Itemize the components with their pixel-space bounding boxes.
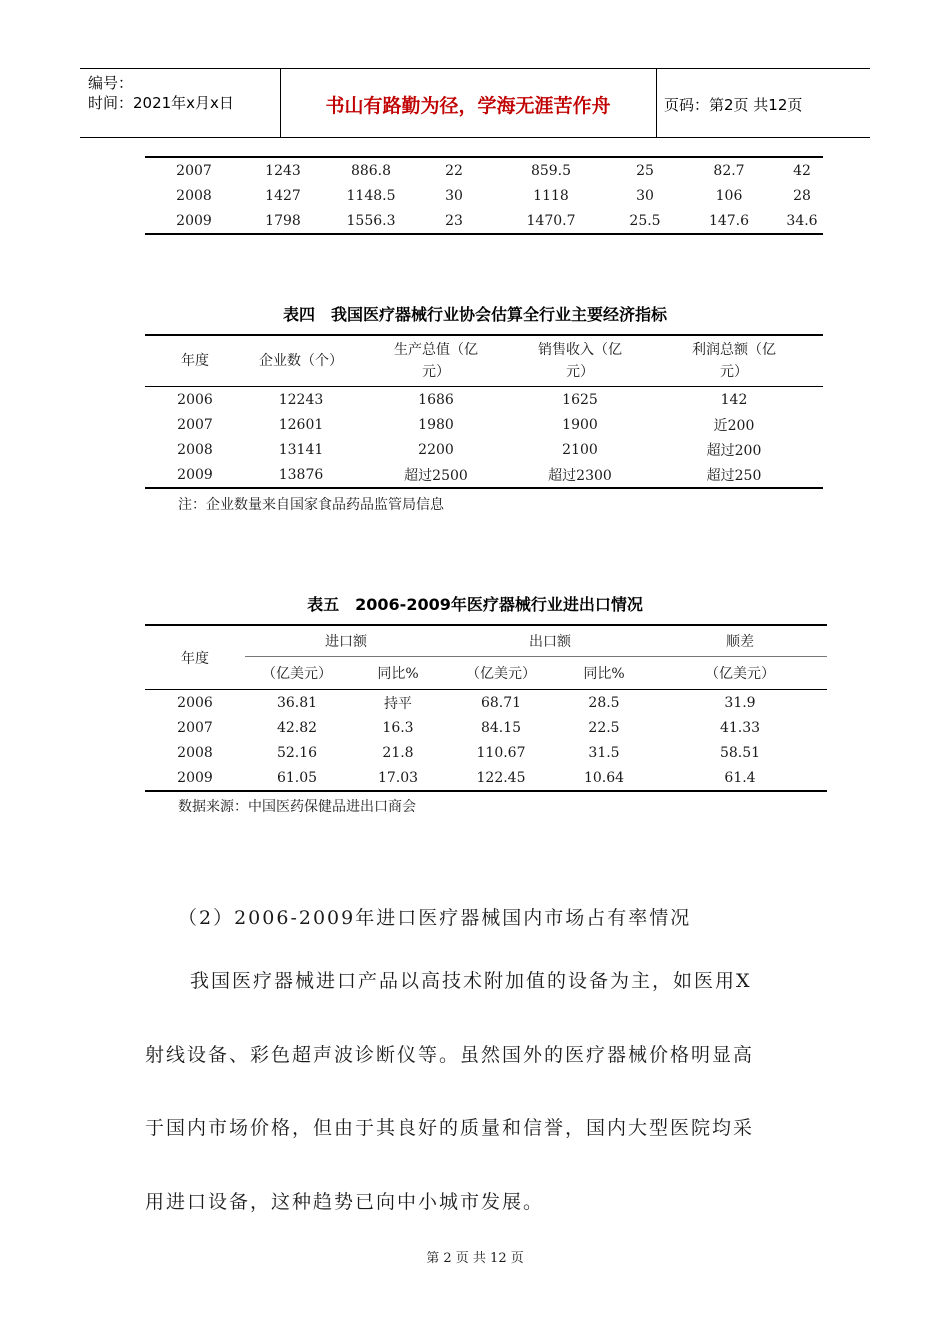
header-time-label: 时间：2021年x月x日: [88, 94, 234, 112]
table-four-note: 注：企业数量来自国家食品药品监管局信息: [178, 497, 444, 513]
table-cell: 28.5: [588, 694, 620, 711]
table-cell: 1427: [265, 187, 301, 204]
table-cell: 84.15: [480, 719, 522, 736]
table-cell: 82.7: [713, 162, 745, 179]
page-header: [80, 68, 870, 138]
table-cell: 31.5: [588, 744, 620, 761]
table-cell: 58.51: [719, 744, 761, 761]
table-cell: 12601: [278, 416, 324, 433]
table-cell: 10.64: [583, 769, 625, 786]
table-cell: 持平: [384, 695, 412, 712]
table-cell: 2006: [177, 391, 213, 408]
paragraph-line: 我国医疗器械进口产品以高技术附加值的设备为主，如医用X: [190, 970, 752, 992]
table-row: [145, 183, 823, 208]
table-row: [145, 157, 823, 183]
table-header-row: [145, 625, 827, 657]
table-cell: 17.03: [377, 769, 419, 786]
header-number-label: 编号：: [88, 74, 134, 92]
paragraph-line: 射线设备、彩色超声波诊断仪等。虽然国外的医疗器械价格明显高: [145, 1044, 755, 1066]
column-header-year: 年度: [181, 650, 209, 667]
section-title: （2）2006-2009年进口医疗器械国内市场占有率情况: [178, 907, 692, 929]
table-cell: 1900: [562, 416, 598, 433]
table-five-source: 数据来源：中国医药保健品进出口商会: [178, 799, 416, 815]
table-cell: 23: [445, 212, 463, 229]
column-subheader: （亿美元）: [262, 666, 332, 682]
table-cell: 31.9: [724, 694, 756, 711]
table-cell: 22.5: [588, 719, 620, 736]
table-cell: 1798: [265, 212, 301, 229]
table-cell: 2009: [177, 466, 213, 483]
table-cell: 超过250: [706, 467, 762, 484]
header-text: 元）: [720, 364, 748, 380]
table-cell: 61.4: [724, 769, 756, 786]
table-cell: 2009: [176, 212, 212, 229]
column-header-profit: [645, 335, 823, 387]
table-cell: 1556.3: [346, 212, 396, 229]
table-cell: 13141: [278, 441, 324, 458]
table-cell: 1148.5: [346, 187, 396, 204]
header-text: 生产总值（亿: [394, 342, 478, 358]
table-cell: 30: [636, 187, 654, 204]
table-row: [145, 740, 827, 765]
table-cell: 16.3: [382, 719, 414, 736]
table-cell: 2008: [177, 744, 213, 761]
table-cell: 2009: [177, 769, 213, 786]
column-header-output-value: [357, 335, 515, 387]
header-text: 年度: [181, 353, 209, 369]
table-row: [145, 437, 823, 462]
table-cell: 106: [715, 187, 743, 204]
header-text: 利润总额（亿: [692, 342, 776, 358]
table-cell: 886.8: [350, 162, 392, 179]
table-cell: 2100: [562, 441, 598, 458]
paragraph-line: 于国内市场价格，但由于其良好的质量和信誉，国内大型医院均采: [145, 1117, 755, 1139]
table-cell: 61.05: [276, 769, 318, 786]
table-cell: 147.6: [708, 212, 750, 229]
table-cell: 28: [793, 187, 811, 204]
table-cell: 25.5: [629, 212, 661, 229]
table-cell: 25: [636, 162, 654, 179]
table-cell: 2008: [176, 187, 212, 204]
table-row: [145, 715, 827, 740]
header-text: 企业数（个）: [259, 353, 343, 369]
column-subheader: （亿美元）: [705, 666, 775, 682]
table-cell: 22: [445, 162, 463, 179]
table-five: [145, 624, 827, 792]
table-cell: 1686: [418, 391, 454, 408]
table-cell: 近200: [713, 417, 755, 434]
header-text: 元）: [566, 364, 594, 380]
table-cell: 122.45: [476, 769, 526, 786]
column-header-company-count: [245, 335, 357, 387]
table-cell: 超过2300: [548, 467, 612, 484]
table-cell: 110.67: [476, 744, 526, 761]
header-motto: 书山有路勤为径，学海无涯苦作舟: [325, 95, 611, 117]
table-cell: 2200: [418, 441, 454, 458]
table-cell: 34.6: [786, 212, 818, 229]
table-row: [145, 690, 827, 716]
table-cell: 超过2500: [404, 467, 468, 484]
table-row: [145, 208, 823, 234]
header-text: 元）: [422, 364, 450, 380]
column-subheader: （亿美元）: [466, 666, 536, 682]
table-cell: 42.82: [276, 719, 318, 736]
column-header-sales: [515, 335, 645, 387]
table-subheader-row: [145, 657, 827, 690]
header-text: 销售收入（亿: [538, 342, 622, 358]
table-five-caption: 表五 2006-2009年医疗器械行业进出口情况: [307, 595, 643, 614]
column-header-year: [145, 335, 245, 387]
table-cell: 1118: [533, 187, 569, 204]
table-row: [145, 387, 823, 413]
table-row: [145, 765, 827, 791]
table-cell: 超过200: [706, 442, 762, 459]
column-subheader: 同比%: [377, 666, 419, 682]
header-divider: [656, 69, 657, 137]
table-row: [145, 412, 823, 437]
table-cell: 42: [793, 162, 811, 179]
table-cell: 1625: [562, 391, 598, 408]
table-cell: 30: [445, 187, 463, 204]
page-footer: 第 2 页 共 12 页: [426, 1251, 524, 1266]
table-cell: 52.16: [276, 744, 318, 761]
table-header-row: [145, 335, 823, 387]
table-cell: 41.33: [719, 719, 761, 736]
table-four: [145, 334, 823, 489]
table-cell: 36.81: [276, 694, 318, 711]
column-group-export: 出口额: [447, 625, 653, 657]
table-cell: 21.8: [382, 744, 414, 761]
table-cell: 1243: [265, 162, 301, 179]
table-cell: 2007: [176, 162, 212, 179]
table-cell: 1470.7: [526, 212, 576, 229]
column-subheader: 同比%: [583, 666, 625, 682]
table-cell: 2007: [177, 416, 213, 433]
table-cell: 12243: [278, 391, 324, 408]
table-cell: 2008: [177, 441, 213, 458]
table-cell: 2006: [177, 694, 213, 711]
table-cell: 1980: [418, 416, 454, 433]
table-cell: 13876: [278, 466, 324, 483]
table-cell: 142: [720, 391, 748, 408]
table-cell: 2007: [177, 719, 213, 736]
paragraph-line: 用进口设备，这种趋势已向中小城市发展。: [145, 1191, 545, 1213]
header-meta: [88, 73, 234, 113]
column-group-import: 进口额: [245, 625, 447, 657]
table-cell: 859.5: [530, 162, 572, 179]
table-row: [145, 462, 823, 488]
header-page-info: 页码：第2页 共12页: [664, 96, 803, 114]
column-group-surplus: 顺差: [653, 625, 827, 657]
table-cell: 68.71: [480, 694, 522, 711]
table-four-caption: 表四 我国医疗器械行业协会估算全行业主要经济指标: [282, 305, 667, 324]
table-three-continuation: [145, 156, 823, 235]
